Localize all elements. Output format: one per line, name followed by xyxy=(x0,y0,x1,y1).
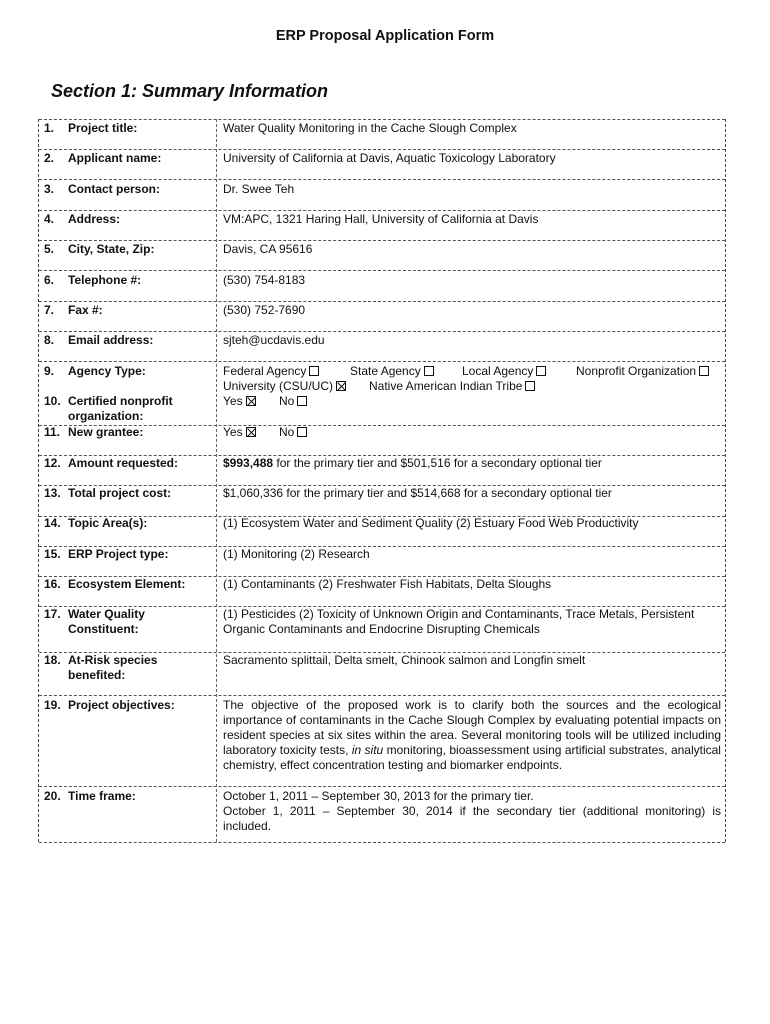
nonprofit-organization-checkbox[interactable] xyxy=(699,366,709,376)
new-grantee-options xyxy=(223,425,721,440)
row-number: 2. xyxy=(44,151,55,165)
field-label: At-Risk species benefited: xyxy=(68,653,158,682)
email-value: sjteh@ucdavis.edu xyxy=(223,333,325,347)
row-number: 1. xyxy=(44,121,55,135)
time-frame-line: October 1, 2011 – September 30, 2013 for the primary tier. xyxy=(223,789,534,803)
field-label: Project objectives: xyxy=(68,698,175,712)
row-number: 3. xyxy=(44,182,55,196)
row-number: 7. xyxy=(44,303,55,317)
field-label: Ecosystem Element: xyxy=(68,577,186,591)
field-label: Amount requested: xyxy=(68,456,179,470)
field-label: Email address: xyxy=(68,333,154,347)
grantee-yes-checkbox[interactable] xyxy=(246,427,256,437)
ecosystem-element-value: (1) Contaminants (2) Freshwater Fish Habitats, Delta Sloughs xyxy=(223,577,552,591)
field-label: New grantee: xyxy=(68,425,144,439)
row-number: 10. xyxy=(44,394,61,408)
row-number: 4. xyxy=(44,212,55,226)
row-number: 8. xyxy=(44,333,55,347)
row-number: 11. xyxy=(44,425,61,439)
section-heading: Section 1: Summary Information xyxy=(51,81,329,101)
field-label: Water Quality Constituent: xyxy=(68,607,145,636)
nonprofit-yes-checkbox[interactable] xyxy=(246,396,256,406)
row-number: 17. xyxy=(44,607,61,621)
applicant-name-value: University of California at Davis, Aquatic Toxicology Laboratory xyxy=(223,151,556,165)
yes-label: Yes xyxy=(223,425,243,439)
row-number: 19. xyxy=(44,698,61,712)
objectives-text-italic: in situ xyxy=(351,743,384,757)
field-label: Fax #: xyxy=(68,303,103,317)
field-label: City, State, Zip: xyxy=(68,242,155,256)
nonprofit-no-checkbox[interactable] xyxy=(297,396,307,406)
field-label: ERP Project type: xyxy=(68,547,169,561)
row-number: 14. xyxy=(44,516,61,530)
row-number: 9. xyxy=(44,364,55,378)
telephone-value: (530) 754-8183 xyxy=(223,273,306,287)
amount-requested-value xyxy=(223,456,721,471)
native-american-tribe-checkbox[interactable] xyxy=(525,381,535,391)
agency-option-label: Nonprofit Organization xyxy=(576,364,697,378)
no-label: No xyxy=(279,394,295,408)
city-state-zip-value: Davis, CA 95616 xyxy=(223,242,313,256)
agency-option-label: Native American Indian Tribe xyxy=(369,379,523,393)
state-agency-checkbox[interactable] xyxy=(424,366,434,376)
field-label: Project title: xyxy=(68,121,138,135)
field-label: Agency Type: xyxy=(68,364,146,378)
objectives-text-b: monitoring, bioassessment using artificial substrates, analytical chemistry, effect concentration testing and biomarker endpoints. xyxy=(223,743,721,772)
agency-option-label: Local Agency xyxy=(462,364,534,378)
row-number: 16. xyxy=(44,577,61,591)
field-label: Total project cost: xyxy=(68,486,172,500)
agency-type-options xyxy=(223,364,721,394)
field-label: Contact person: xyxy=(68,182,161,196)
summary-table xyxy=(38,119,726,842)
field-label: Address: xyxy=(68,212,121,226)
row-number: 20. xyxy=(44,789,61,803)
contact-person-value: Dr. Swee Teh xyxy=(223,182,295,196)
time-frame-line: October 1, 2011 – September 30, 2014 if the secondary tier (additional monitoring) is included. xyxy=(223,804,721,833)
local-agency-checkbox[interactable] xyxy=(536,366,546,376)
row-number: 12. xyxy=(44,456,61,470)
project-title-value: Water Quality Monitoring in the Cache Slough Complex xyxy=(223,121,517,135)
water-quality-constituent-value: (1) Pesticides (2) Toxicity of Unknown Origin and Contaminants, Trace Metals, Persistent Organic Contaminants and Endocrine Disrupting Chemicals xyxy=(223,607,695,636)
row-number: 6. xyxy=(44,273,55,287)
topic-area-value: (1) Ecosystem Water and Sediment Quality (2) Estuary Food Web Productivity xyxy=(223,516,639,530)
row-number: 15. xyxy=(44,547,61,561)
project-type-value: (1) Monitoring (2) Research xyxy=(223,547,370,561)
row-number: 13. xyxy=(44,486,61,500)
yes-label: Yes xyxy=(223,394,243,408)
total-cost-value: $1,060,336 for the primary tier and $514,668 for a secondary optional tier xyxy=(223,486,612,500)
certified-nonprofit-options xyxy=(223,394,721,409)
university-checkbox[interactable] xyxy=(336,381,346,391)
no-label: No xyxy=(279,425,295,439)
agency-option-label: Federal Agency xyxy=(223,364,307,378)
federal-agency-checkbox[interactable] xyxy=(309,366,319,376)
form-title: ERP Proposal Application Form xyxy=(275,28,495,44)
row-number: 5. xyxy=(44,242,55,256)
grantee-no-checkbox[interactable] xyxy=(297,427,307,437)
agency-option-label: State Agency xyxy=(350,364,421,378)
field-label: Topic Area(s): xyxy=(68,516,148,530)
field-label: Time frame: xyxy=(68,789,136,803)
field-label: Certified nonprofit organization: xyxy=(68,394,173,423)
objectives-text-a: The objective of the proposed work is to clarify both the sources and the ecological importance of contaminants in the Cache Slough Complex by evaluating potential impacts on resident species at six sites within the area. Several monitoring tools will be utilized including laboratory toxicity tests, xyxy=(223,698,721,757)
row-number: 18. xyxy=(44,653,61,667)
project-objectives-value xyxy=(223,698,721,773)
time-frame-value xyxy=(223,789,721,834)
fax-value: (530) 752-7690 xyxy=(223,303,306,317)
field-label: Telephone #: xyxy=(68,273,142,287)
amount-rest: for the primary tier and $501,516 for a secondary optional tier xyxy=(273,456,602,470)
at-risk-species-value: Sacramento splittail, Delta smelt, Chinook salmon and Longfin smelt xyxy=(223,653,586,667)
field-label: Applicant name: xyxy=(68,151,162,165)
address-value: VM:APC, 1321 Haring Hall, University of California at Davis xyxy=(223,212,539,226)
agency-option-label: University (CSU/UC) xyxy=(223,379,334,393)
amount-primary: $993,488 xyxy=(223,456,274,470)
